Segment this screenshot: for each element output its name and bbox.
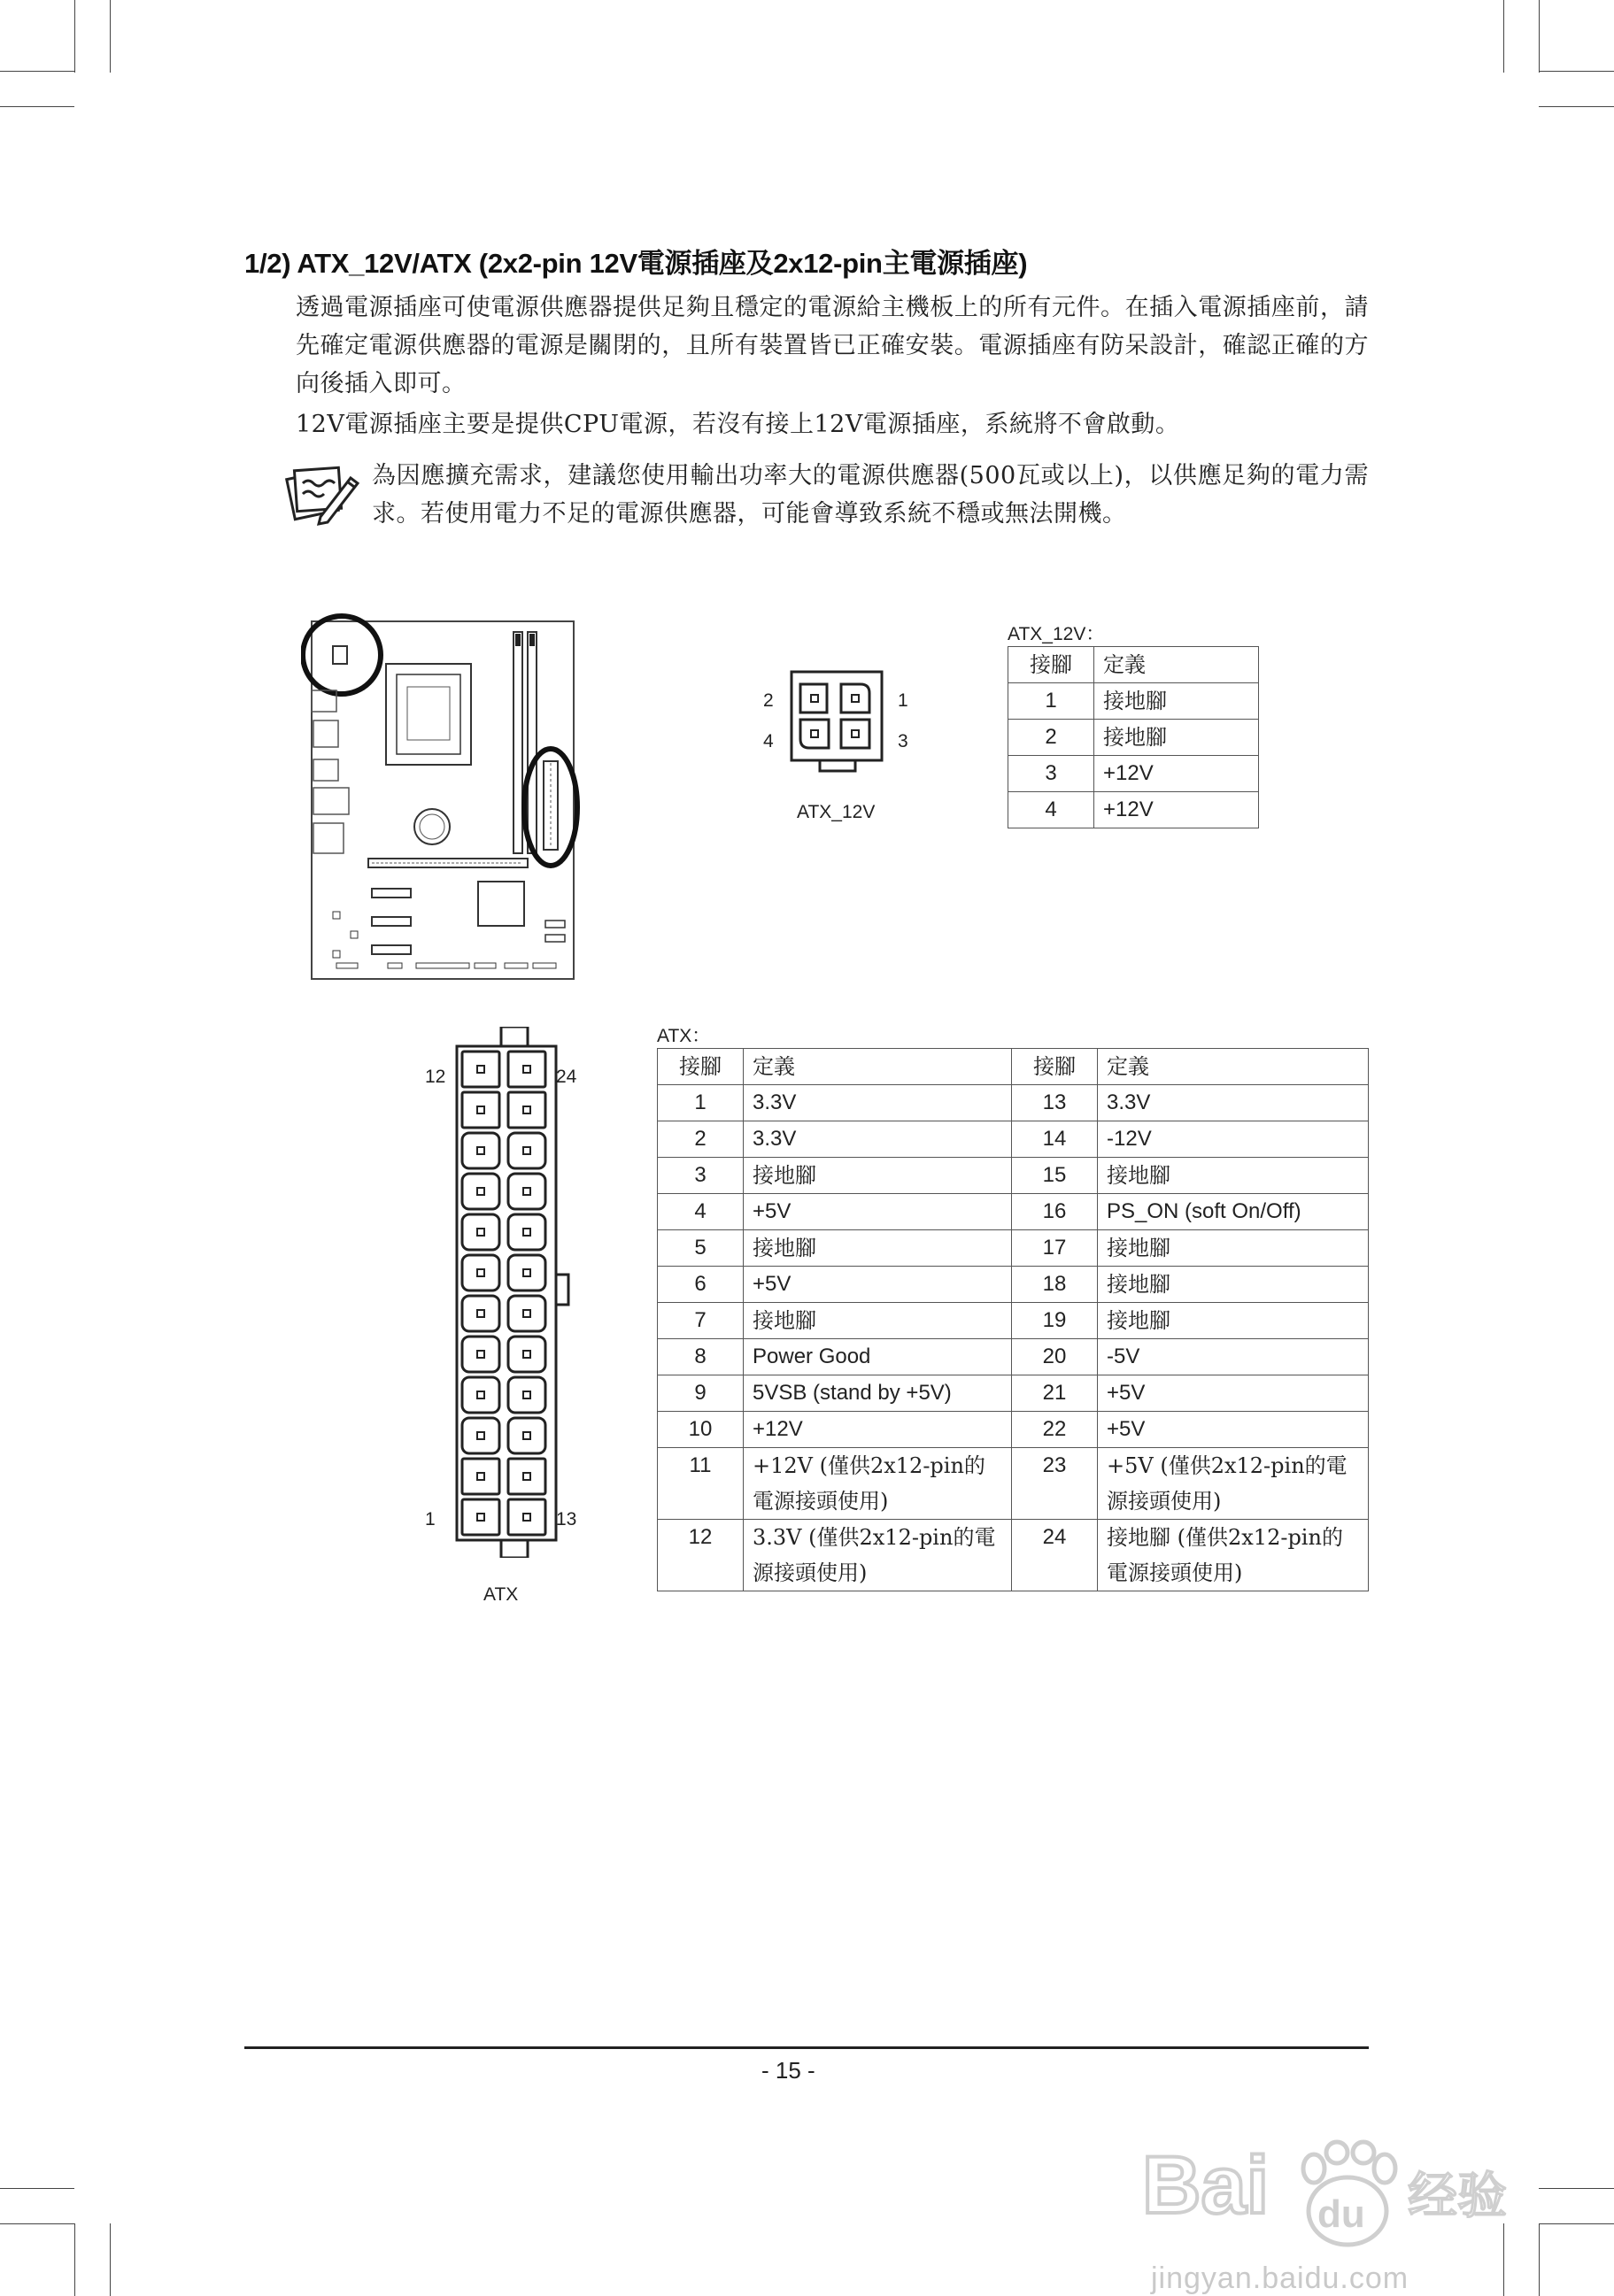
pin-definition: PS_ON (soft On/Off): [1098, 1194, 1369, 1230]
pin-number: 9: [658, 1375, 744, 1412]
crop-mark: [1539, 2223, 1614, 2224]
atx12v-pin-label: 1: [898, 690, 908, 711]
pin-number: 8: [658, 1339, 744, 1375]
pin-definition: -5V: [1098, 1339, 1369, 1375]
connector-pin: [508, 1377, 545, 1413]
page-number: - 15 -: [761, 2057, 815, 2084]
pin-definition: 接地腳: [744, 1158, 1012, 1194]
connector-pin: [462, 1092, 499, 1128]
pin-definition: 接地腳: [1098, 1230, 1369, 1267]
atx12v-caption: ATX_12V: [797, 802, 876, 822]
header-definition: 定義: [1098, 1049, 1369, 1085]
crop-mark: [1539, 106, 1614, 107]
pin-number: 12: [658, 1520, 744, 1591]
pin-definition: 接地腳: [744, 1230, 1012, 1267]
crop-mark: [0, 2188, 74, 2189]
svg-text:经验: 经验: [1408, 2168, 1507, 2225]
power-supply-note: 為因應擴充需求，建議您使用輸出功率大的電源供應器(500瓦或以上)，以供應足夠的電力需求。若使用電力不足的電源供應器，可能會導致系統不穩或無法開機。: [372, 462, 1369, 528]
table-row: [1008, 756, 1259, 792]
atx-table-title: ATX：: [657, 1026, 711, 1046]
pin-number: 17: [1012, 1230, 1098, 1267]
atx-pin-label: 1: [425, 1509, 436, 1529]
pin-number: 23: [1012, 1448, 1098, 1520]
connector-pin: [462, 1499, 499, 1535]
connector-pin: [508, 1052, 545, 1087]
table-row: [658, 1121, 1369, 1158]
pin-number: 11: [658, 1448, 744, 1520]
pin-definition: 接地腳: [1094, 720, 1259, 756]
table-row: [658, 1085, 1369, 1121]
atx12v-pin-label: 4: [763, 731, 774, 751]
pin-definition: 接地腳: [1098, 1158, 1369, 1194]
table-row: [1008, 720, 1259, 756]
pin-number: 14: [1012, 1121, 1098, 1158]
motherboard-diagram: [301, 611, 602, 987]
pin-number: 16: [1012, 1194, 1098, 1230]
pin-number: 22: [1012, 1412, 1098, 1448]
connector-pin: [462, 1214, 499, 1250]
pin-number: 4: [1008, 792, 1094, 828]
pin-definition: +5V: [1098, 1375, 1369, 1412]
pin-number: 2: [658, 1121, 744, 1158]
pin-definition: 5VSB (stand by +5V): [744, 1375, 1012, 1412]
connector-pin: [508, 1418, 545, 1453]
connector-pin: [508, 1499, 545, 1535]
connector-pin: [508, 1296, 545, 1331]
intro-paragraph: 透過電源插座可使電源供應器提供足夠且穩定的電源給主機板上的所有元件。在插入電源插座前，請先確定電源供應器的電源是關閉的，且所有裝置皆已正確安裝。電源插座有防呆設計，確認正確的方向後插入即可。: [296, 294, 1369, 397]
pin-number: 15: [1012, 1158, 1098, 1194]
crop-mark: [110, 2223, 111, 2296]
pin-definition: 3.3V (僅供2x12-pin的電源接頭使用): [744, 1520, 1012, 1591]
crop-mark: [1539, 0, 1540, 73]
connector-pin: [508, 1133, 545, 1168]
pin-definition: +5V: [744, 1194, 1012, 1230]
atx-pin-table: [657, 1048, 1369, 1591]
table-header-row: [658, 1049, 1369, 1085]
pin-definition: +5V: [1098, 1412, 1369, 1448]
pin-definition: +5V (僅供2x12-pin的電源接頭使用): [1098, 1448, 1369, 1520]
pin-definition: 3.3V: [744, 1121, 1012, 1158]
cpu-power-paragraph: 12V電源插座主要是提供CPU電源，若沒有接上12V電源插座，系統將不會啟動。: [296, 411, 1180, 438]
atx-pin-label: 24: [556, 1067, 577, 1087]
connector-pin: [462, 1296, 499, 1331]
table-row: [658, 1520, 1369, 1591]
crop-mark: [0, 71, 74, 72]
table-row: [658, 1375, 1369, 1412]
connector-pin: [462, 1052, 499, 1087]
table-row: [658, 1194, 1369, 1230]
pin-number: 19: [1012, 1303, 1098, 1339]
pin-number: 2: [1008, 720, 1094, 756]
pin-number: 24: [1012, 1520, 1098, 1591]
atx-connector-diagram: [443, 1027, 575, 1562]
pin-definition: 接地腳: [1094, 683, 1259, 720]
pin-number: 7: [658, 1303, 744, 1339]
table-row: [658, 1267, 1369, 1303]
header-definition: 定義: [1094, 647, 1259, 683]
note-pencil-icon: [285, 462, 361, 530]
crop-mark: [0, 2223, 74, 2224]
pin-definition: 接地腳: [1098, 1267, 1369, 1303]
atx-pin-label: 12: [425, 1067, 446, 1087]
pin-definition: +5V: [744, 1267, 1012, 1303]
watermark-url: jingyan.baidu.com: [1151, 2261, 1409, 2295]
header-pin: 接腳: [1008, 647, 1094, 683]
connector-pin: [462, 1174, 499, 1209]
atx12v-pin-label: 3: [898, 731, 908, 751]
table-header-row: [1008, 647, 1259, 683]
table-row: [1008, 792, 1259, 828]
connector-pin: [508, 1459, 545, 1494]
header-pin: 接腳: [1012, 1049, 1098, 1085]
pin-definition: +12V: [1094, 756, 1259, 792]
footer-rule: [244, 2046, 1369, 2049]
pin-definition: 接地腳 (僅供2x12-pin的電源接頭使用): [1098, 1520, 1369, 1591]
connector-pin: [508, 1337, 545, 1372]
pin-number: 4: [658, 1194, 744, 1230]
connector-pin: [462, 1337, 499, 1372]
connector-pin: [462, 1377, 499, 1413]
pin-definition: +12V (僅供2x12-pin的電源接頭使用): [744, 1448, 1012, 1520]
pin-number: 20: [1012, 1339, 1098, 1375]
section-heading: 1/2) ATX_12V/ATX (2x2-pin 12V電源插座及2x12-pin主電源插座): [244, 248, 1028, 279]
crop-mark: [1539, 2223, 1540, 2296]
crop-mark: [110, 0, 111, 73]
table-row: [1008, 683, 1259, 720]
atx-caption: ATX: [483, 1584, 519, 1605]
crop-mark: [74, 0, 75, 73]
table-row: [658, 1158, 1369, 1194]
atx-pin-label: 13: [556, 1509, 577, 1529]
crop-mark: [1539, 71, 1614, 72]
pin-number: 3: [658, 1158, 744, 1194]
crop-mark: [1539, 2188, 1614, 2189]
atx12v-pin-table: [1008, 646, 1259, 828]
atx12v-connector-diagram: [788, 668, 885, 779]
pin-number: 18: [1012, 1267, 1098, 1303]
table-row: [658, 1412, 1369, 1448]
connector-pin: [508, 1255, 545, 1291]
pin-definition: 接地腳: [744, 1303, 1012, 1339]
pin-definition: +12V: [1094, 792, 1259, 828]
pin-number: 1: [658, 1085, 744, 1121]
crop-mark: [0, 106, 74, 107]
pin-definition: Power Good: [744, 1339, 1012, 1375]
svg-text:Bai: Bai: [1142, 2140, 1270, 2231]
crop-mark: [74, 2223, 75, 2296]
pin-definition: 3.3V: [1098, 1085, 1369, 1121]
atx12v-table-title: ATX_12V：: [1008, 624, 1105, 644]
pin-number: 5: [658, 1230, 744, 1267]
pin-number: 21: [1012, 1375, 1098, 1412]
pin-number: 3: [1008, 756, 1094, 792]
baidu-watermark-logo: [1142, 2124, 1514, 2261]
connector-pin: [508, 1214, 545, 1250]
pin-number: 13: [1012, 1085, 1098, 1121]
svg-text:du: du: [1317, 2192, 1365, 2236]
connector-pin: [508, 1174, 545, 1209]
pin-definition: 3.3V: [744, 1085, 1012, 1121]
pin-definition: 接地腳: [1098, 1303, 1369, 1339]
table-row: [658, 1448, 1369, 1520]
connector-pin: [462, 1255, 499, 1291]
table-row: [658, 1230, 1369, 1267]
connector-pin: [462, 1133, 499, 1168]
pin-definition: +12V: [744, 1412, 1012, 1448]
pin-definition: -12V: [1098, 1121, 1369, 1158]
pin-number: 6: [658, 1267, 744, 1303]
pin-number: 10: [658, 1412, 744, 1448]
table-row: [658, 1303, 1369, 1339]
atx12v-pin-label: 2: [763, 690, 774, 711]
header-pin: 接腳: [658, 1049, 744, 1085]
crop-mark: [1503, 0, 1504, 73]
pin-number: 1: [1008, 683, 1094, 720]
connector-pin: [462, 1459, 499, 1494]
header-definition: 定義: [744, 1049, 1012, 1085]
connector-pin: [508, 1092, 545, 1128]
table-row: [658, 1339, 1369, 1375]
connector-pin: [462, 1418, 499, 1453]
